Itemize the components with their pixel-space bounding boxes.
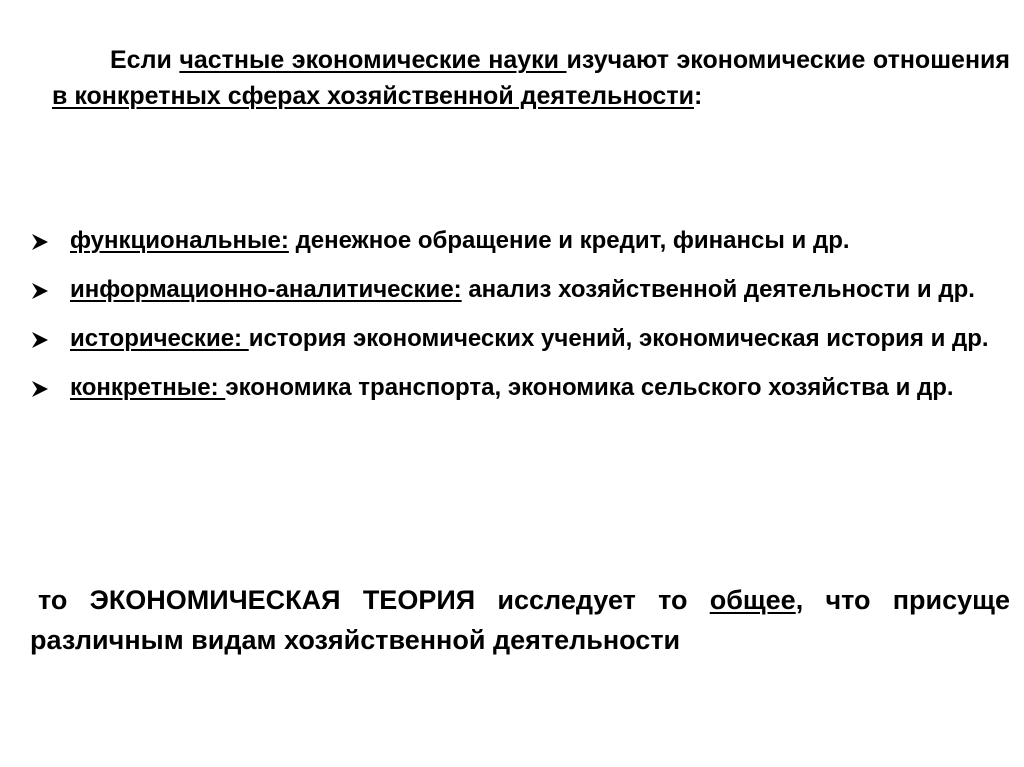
- bullet-term: информационно-аналитические:: [70, 276, 462, 303]
- intro-prefix: Если: [110, 46, 180, 74]
- intro-verb: изучают экономические отношения: [566, 46, 1010, 74]
- bullet-term: исторические:: [70, 325, 249, 352]
- intro-suffix: :: [693, 82, 703, 110]
- bullet-text: анализ хозяйственной деятельности и др.: [468, 276, 975, 303]
- conclusion-paragraph: [30, 580, 1010, 660]
- bullet-term: функциональные:: [70, 227, 289, 254]
- intro-subject: частные экономические науки: [179, 46, 567, 74]
- intro-scope: в конкретных сферах хозяйственной деятельности: [52, 82, 694, 110]
- bullet-text: денежное обращение и кредит, финансы и др.: [295, 227, 850, 254]
- list-item: [30, 369, 1010, 407]
- bullet-term: конкретные:: [70, 374, 226, 401]
- list-item: [30, 320, 1010, 358]
- conclusion-emphasis: общее: [709, 585, 796, 615]
- arrow-bullet-icon: [30, 331, 50, 349]
- list-item: [30, 271, 1010, 309]
- intro-paragraph: [52, 42, 1010, 114]
- arrow-bullet-icon: [30, 282, 50, 300]
- list-item: [30, 222, 1010, 260]
- conclusion-lead: то ЭКОНОМИЧЕСКАЯ ТЕОРИЯ исследует то: [38, 585, 710, 615]
- conclusion-rest: , что присуще различным видам хозяйственной деятельности: [30, 585, 1010, 655]
- bullet-text: экономика транспорта, экономика сельского хозяйства и др.: [225, 374, 954, 401]
- bullet-list: [30, 222, 1010, 418]
- arrow-bullet-icon: [30, 233, 50, 251]
- arrow-bullet-icon: [30, 380, 50, 398]
- bullet-text: история экономических учений, экономическая история и др.: [248, 325, 989, 352]
